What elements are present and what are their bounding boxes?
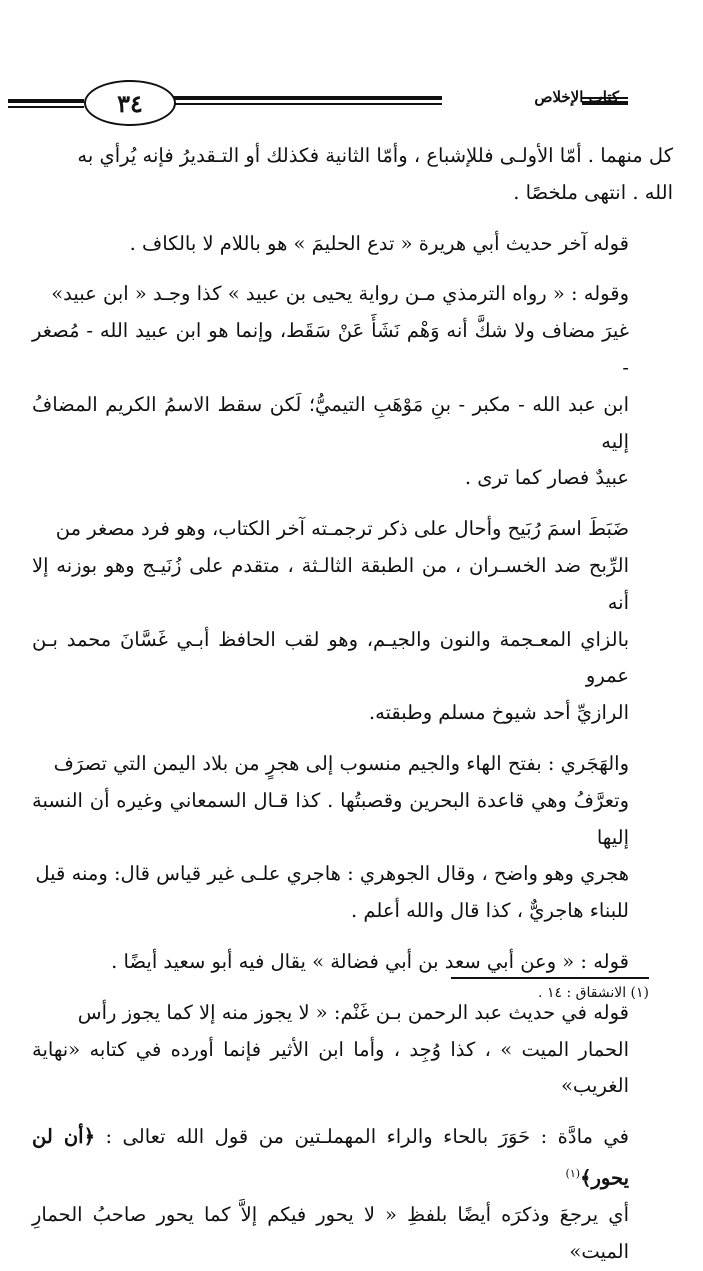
page-number: ٣٤ <box>84 80 176 126</box>
text-line <box>32 1119 629 1197</box>
text-line: ابن عبد الله - مكبر - بنِ مَوْهَبِ التيميُّ؛ لَكن سقط الاسمُ الكريم المضافُ إليه <box>32 392 629 453</box>
paragraph-gap <box>32 732 673 746</box>
text-line: قوله في حديث عبد الرحمن بـن غَنْم: « لا يجوز منه إلا كما يجوز رأس <box>77 1000 629 1024</box>
paragraph-gap <box>32 930 673 944</box>
text-line: بالزاي المعـجمة والنون والجيـم، وهو لقب الحافظ أبـي غَسَّانَ محمد بـن عمرو <box>32 627 629 688</box>
footnote-rule <box>451 977 649 979</box>
text-line: وقوله : « رواه الترمذي مـن رواية يحيى بن عبيد » كذا وجـد « ابن عبيد» <box>51 282 629 306</box>
text-line: عبيدٌ فصار كما ترى . <box>464 466 629 490</box>
text-line: أي يرجعَ وذكرَه أيضًا بلفظِ « لا يحور فيكم إلاَّ كما يحور صاحبُ الحمارِ الميت» <box>32 1203 629 1264</box>
text-line: الرِّبح ضد الخسـران ، من الطبقة الثالـثة ، متقدم على زُنَيـج وهو بوزنه إلا أنه <box>32 553 629 614</box>
text-line: الرازيِّ أحد شيوخ مسلم وطبقته. <box>368 701 629 725</box>
footnote: (١) الانشقاق : ١٤ . <box>538 985 649 1001</box>
paragraph <box>32 944 673 981</box>
text-line: الحمار الميت » ، كذا وُجِد ، وأما ابن الأثير فإنما أورده في كتابه «نهاية الغريب» <box>32 1037 629 1098</box>
text-line: غيرَ مضاف ولا شكَّ أنه وَهْم نَشَأَ عَنْ سَقَط، وإنما هو ابن عبيد الله - مُصغر - <box>32 319 629 379</box>
text-line: والهَجَري : بفتح الهاء والجيم منسوب إلى هجرٍ من بلاد اليمن التي تصرَف <box>53 751 629 775</box>
paragraph <box>32 995 673 1105</box>
header-rule-left-thin <box>8 106 84 108</box>
line-text: في مادَّة : حَوَرَ بالحاء والراء المهملـتين من قول الله تعالى : <box>95 1125 629 1149</box>
text-line: وتعرَّفُ وهي قاعدة البحرين وقصبتُها . كذا قـال السمعاني وغيره أن النسبة إليها <box>32 788 629 849</box>
text-line: قوله : « وعن أبي سعد بن أبي فضالة » يقال فيه أبو سعيد أيضًا . <box>111 949 629 973</box>
chapter-title: كتاب الإخلاص <box>534 88 619 106</box>
quran-verse: ﴿أن لن يحور﴾ <box>32 1125 629 1190</box>
text-line: كل منهما . أمّا الأولـى فللإشباع ، وأمّا الثانية فكذلك أو التـقديرُ فإنه يُرأي به <box>77 144 673 167</box>
paragraph-gap <box>32 1105 673 1119</box>
page-body <box>32 138 673 1271</box>
paragraph-gap <box>32 262 673 276</box>
paragraph <box>32 226 673 263</box>
text-line: الله . انتهى ملخصًا . <box>513 180 673 204</box>
paragraph-last <box>32 1119 673 1271</box>
paragraph-gap <box>32 497 673 511</box>
footnote-marker: (١) <box>565 1166 581 1180</box>
header-rule-mid-thick <box>172 96 442 100</box>
paragraphs <box>32 138 673 1119</box>
paragraph-gap <box>32 212 673 226</box>
paragraph <box>32 511 673 732</box>
paragraph <box>32 276 673 497</box>
header-rule-mid-thin <box>172 103 442 105</box>
text-line: للبناء هاجريٌّ ، كذا قال والله أعلم . <box>351 899 629 923</box>
header-rule-left-thick <box>8 99 84 103</box>
paragraph <box>32 138 673 212</box>
text-line: هجري وهو واضح ، وقال الجوهري : هاجري علـى غير قياس قال: ومنه قيل <box>35 862 629 886</box>
text-line: قوله آخر حديث أبي هريرة « تدع الحليمَ » هو باللام لا بالكاف . <box>129 231 629 255</box>
text-line: ضَبَطَ اسمَ رُبَيح وأحال على ذكر ترجمـته آخر الكتاب، وهو فرد مصغر من <box>55 517 629 541</box>
paragraph <box>32 746 673 930</box>
